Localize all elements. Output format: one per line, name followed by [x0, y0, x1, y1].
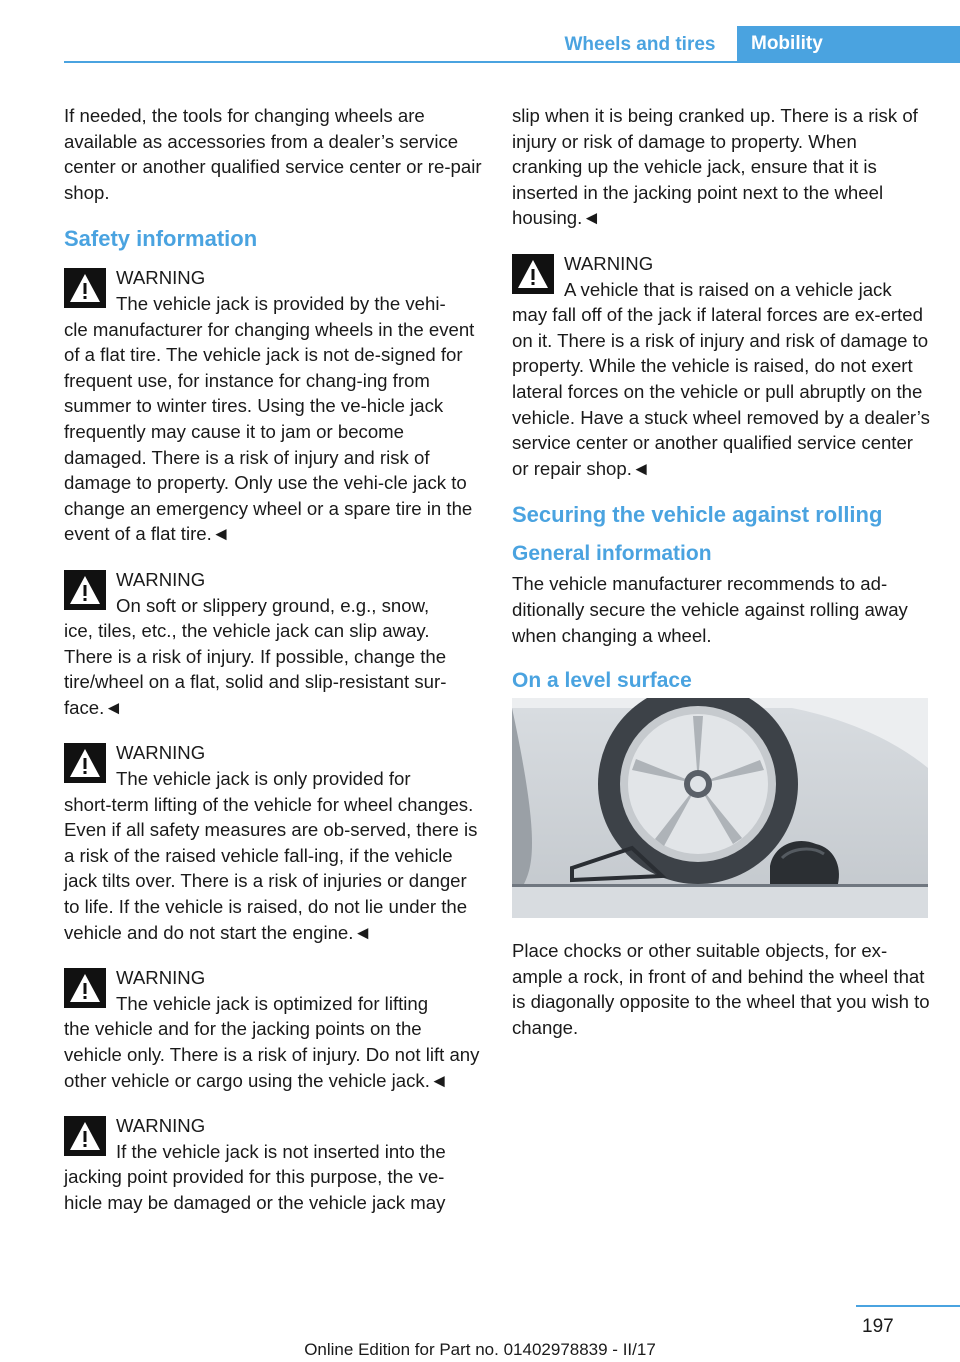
warning-text: jacking point provided for this purpose, the ve-hicle may be damaged or the vehicle jack may [64, 1166, 446, 1213]
warning-triangle-icon [64, 968, 106, 1008]
warning-block [64, 567, 482, 721]
figure-caption: Place chocks or other suitable objects, for ex-ample a rock, in front of and behind the wheel that is diagonally opposite to the wheel that you wish to change. [512, 940, 930, 1038]
header-rule [64, 61, 960, 63]
warning-block [64, 1113, 482, 1215]
chapter-tab: Mobility [737, 26, 960, 63]
warning-label: WARNING [564, 252, 654, 274]
page-number: 197 [862, 1316, 894, 1337]
warning-first-line: The vehicle jack is optimized for lifting [116, 992, 429, 1014]
warning-triangle-icon [64, 1116, 106, 1156]
warning-label: WARNING [116, 1115, 206, 1137]
continued-paragraph: slip when it is being cranked up. There is a risk of injury or risk of damage to property. When cranking up the vehicle jack, ensure that it is inserted in the jacking point next to the wheel housing.◄ [512, 105, 918, 229]
level-surface-heading: On a level surface [512, 669, 692, 693]
section-tab: Wheels and tires [564, 34, 716, 55]
warning-text: ice, tiles, etc., the vehicle jack can slip away. There is a risk of injury. If possible, change the tire/wheel on a flat, solid and slip-resistant sur-face.◄ [64, 620, 447, 718]
warning-text: the vehicle and for the jacking points on the vehicle only. There is a risk of injury. Do not lift any other vehicle or cargo using the vehicle jack.◄ [64, 1018, 480, 1091]
wheel-chock-illustration [512, 698, 928, 918]
right-column [512, 103, 930, 1040]
warning-text: may fall off of the jack if lateral forces are ex-erted on it. There is a risk of injury and risk of damage to property. While the vehicle is raised, do not exert lateral forces on the vehicle or pull abruptly on the vehicle. Have a stuck wheel removed by a dealer’s service center or another qualified service center or repair shop.◄ [512, 304, 930, 479]
footer-rule [856, 1305, 960, 1307]
general-info-text: The vehicle manufacturer recommends to ad-ditionally secure the vehicle against rolling away when changing a wheel. [512, 573, 908, 646]
warning-text: cle manufacturer for changing wheels in the event of a flat tire. The vehicle jack is not de-signed for frequent use, for instance for chang-ing from summer to winter tires. Using the ve-hicle jack frequently may cause it to jam or become damaged. There is a risk of injury and risk of damage to property. Only use the vehi-cle jack to change an emergency wheel or a spare tire in the event of a flat tire.◄ [64, 318, 475, 545]
warning-text: short-term lifting of the vehicle for wheel changes. Even if all safety measures are ob-served, there is a risk of the raised vehicle fall-ing, if the vehicle jack tilts over. There is a risk of injuries or danger to life. If the vehicle is raised, do not lie under the vehicle and do not start the engine.◄ [64, 793, 478, 943]
edition-footer: Online Edition for Part no. 01402978839 - II/17 [304, 1340, 656, 1359]
warning-block [64, 740, 482, 945]
general-info-heading: General information [512, 542, 712, 566]
warning-label: WARNING [116, 267, 206, 289]
warning-triangle-icon [64, 570, 106, 610]
warning-first-line: The vehicle jack is only provided for [116, 768, 411, 790]
warning-first-line: A vehicle that is raised on a vehicle jack [564, 278, 892, 300]
safety-heading: Safety information [64, 226, 258, 252]
intro-paragraph: If needed, the tools for changing wheels are available as accessories from a dealer’s service center or another qualified service center or re-pair shop. [64, 105, 482, 203]
warning-triangle-icon [64, 743, 106, 783]
warning-block [512, 251, 930, 481]
warning-first-line: If the vehicle jack is not inserted into the [116, 1140, 446, 1162]
left-column [64, 103, 482, 1236]
warning-first-line: On soft or slippery ground, e.g., snow, [116, 594, 430, 616]
warning-label: WARNING [116, 967, 206, 989]
warning-triangle-icon [64, 268, 106, 308]
warning-first-line: The vehicle jack is provided by the vehi- [116, 292, 446, 314]
rolling-heading: Securing the vehicle against rolling [512, 502, 883, 528]
warning-block [64, 265, 482, 547]
wheel-illustration [512, 698, 928, 918]
warning-label: WARNING [116, 568, 206, 590]
warning-block [64, 965, 482, 1093]
warning-triangle-icon [512, 254, 554, 294]
warning-label: WARNING [116, 742, 206, 764]
